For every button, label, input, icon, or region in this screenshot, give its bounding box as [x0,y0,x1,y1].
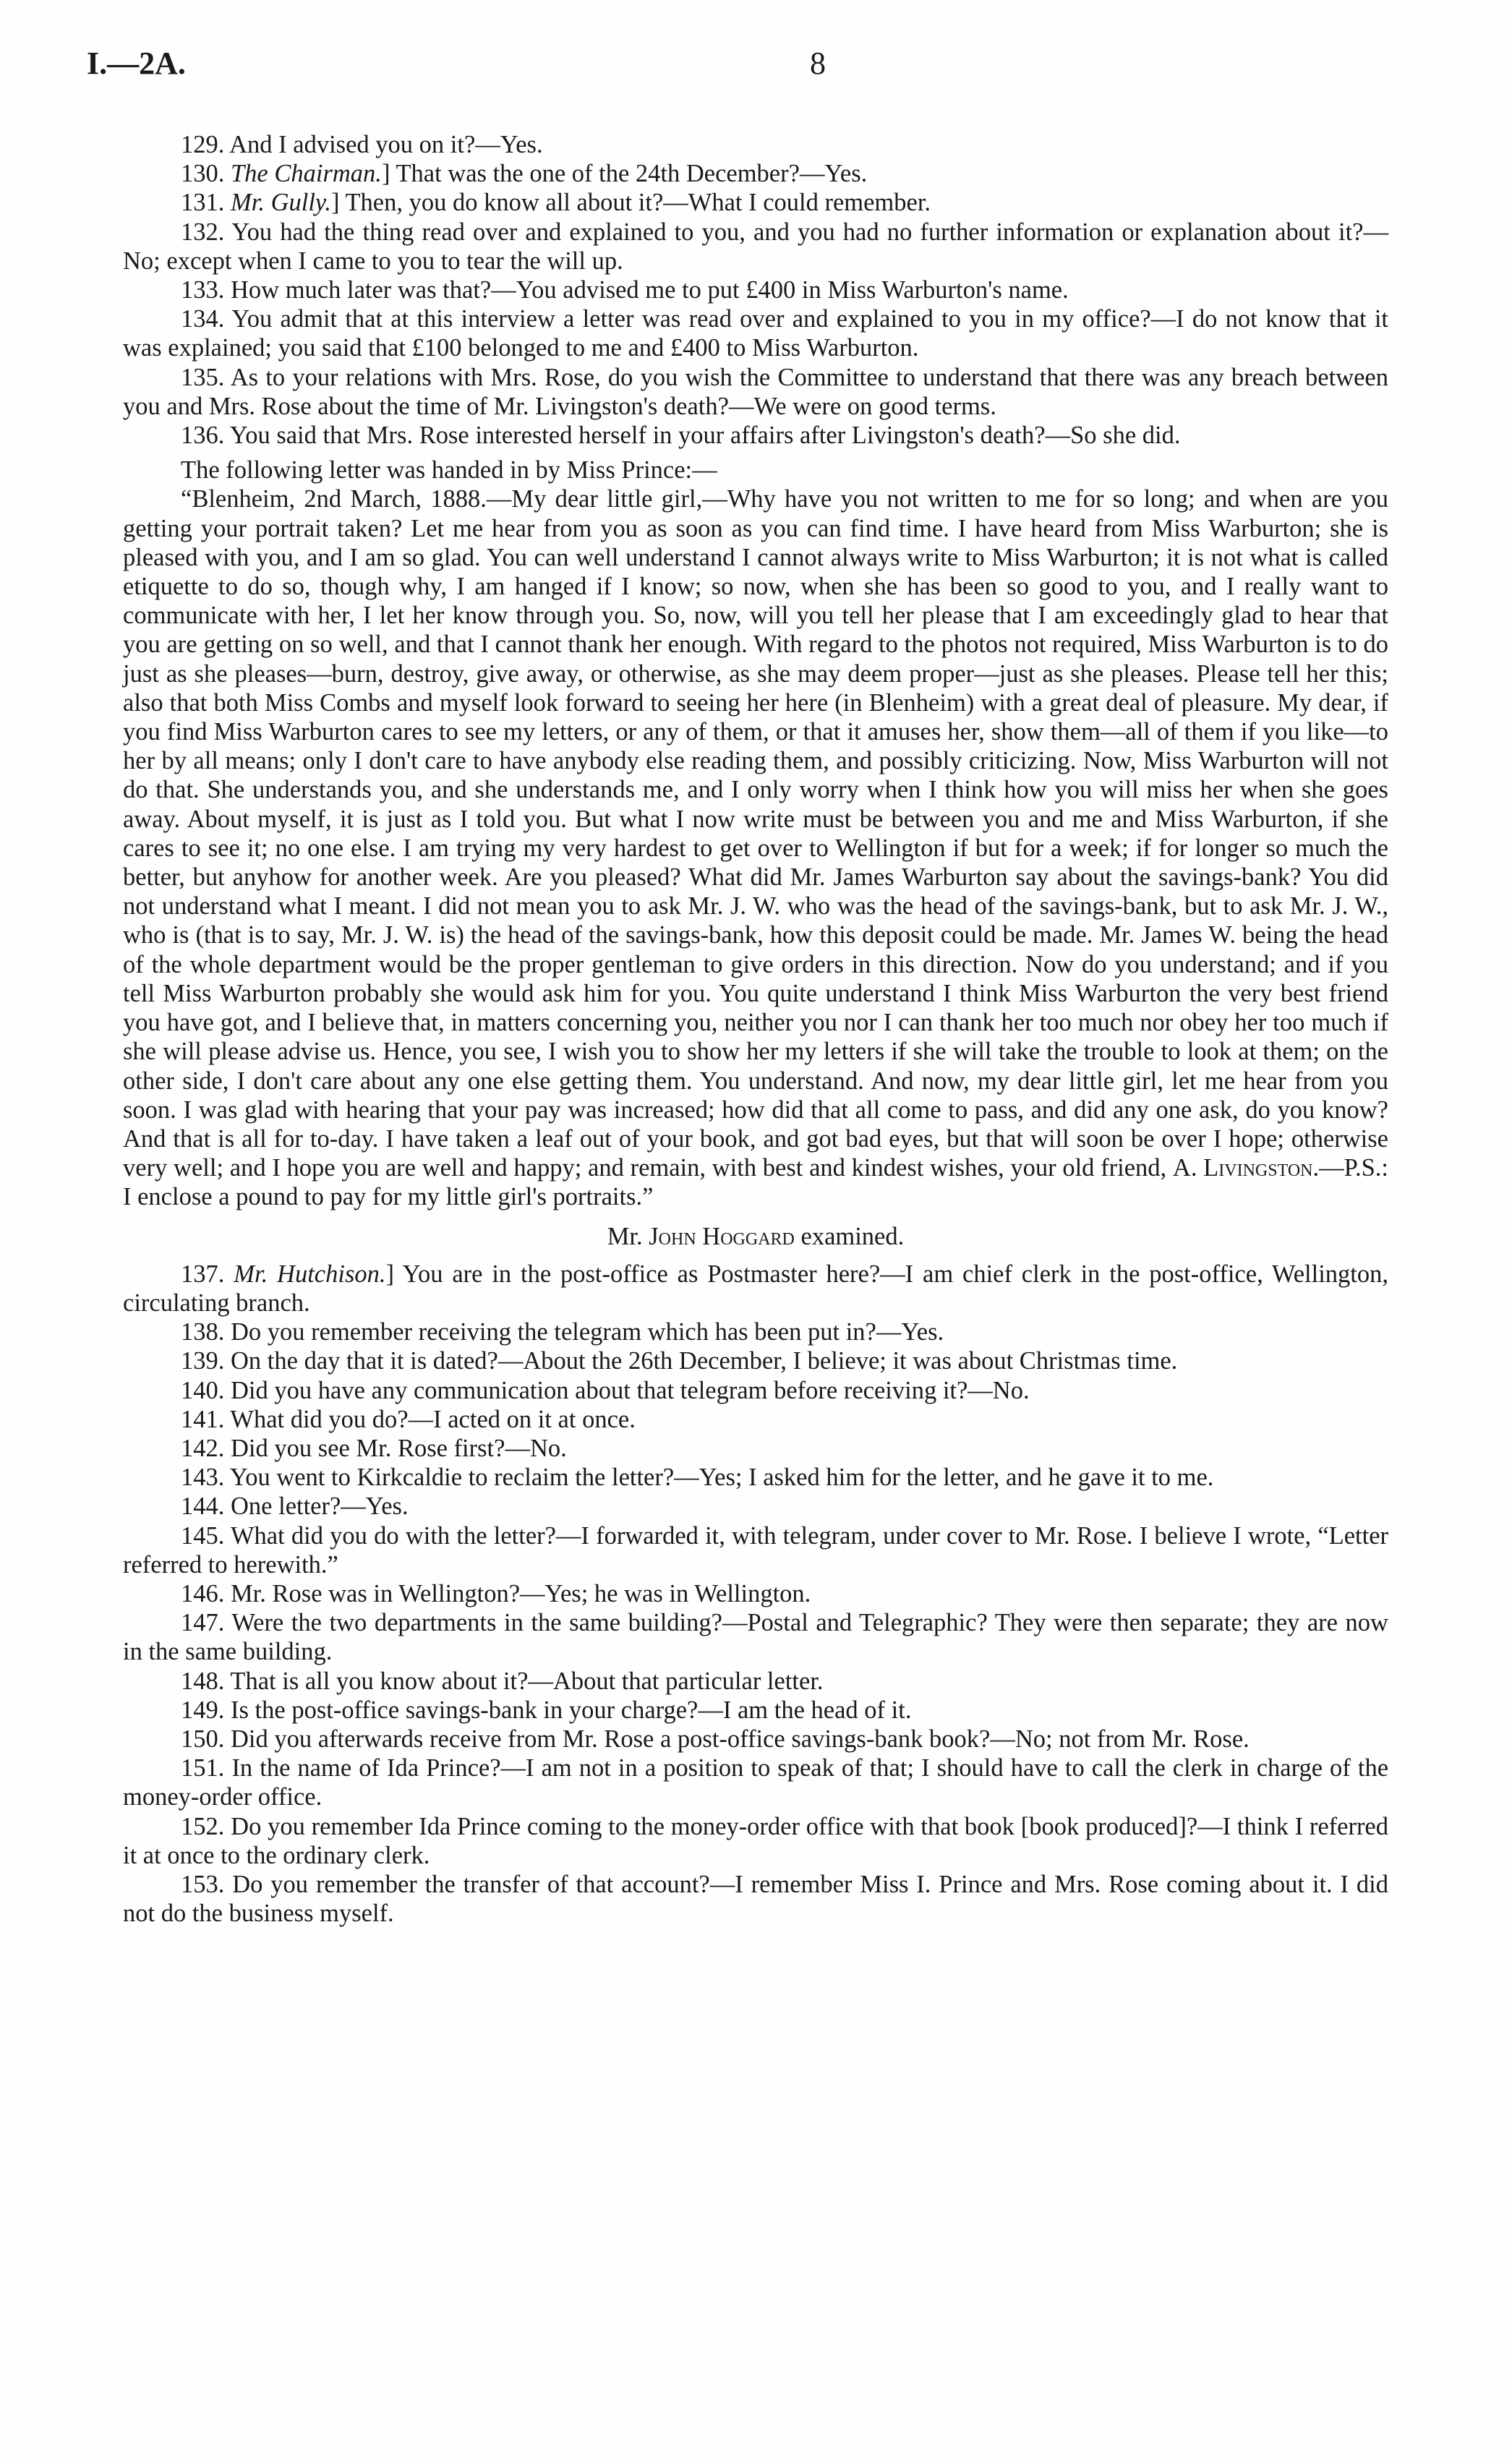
question-number: 134. [181,305,225,333]
question-text: You admit that at this interview a letter was read over and explained to you in my office?—I do not know that it was explained; you said that £100 belonged to me and £400 to Miss Warburton. [123,305,1388,362]
witness-heading: Mr. John Hoggard examined. [607,1222,905,1250]
question-number: 137. [181,1260,225,1288]
question-text: One letter?—Yes. [231,1492,409,1521]
question-text: And I advised you on it?—Yes. [229,131,543,158]
witness-name: John Hoggard [649,1222,795,1250]
question-text: You had the thing read over and explained to you, and you had no further information or explanation about it?—No; except when I came to you to tear the will up. [123,218,1388,275]
question-number: 146. [181,1579,225,1607]
question-132 [123,218,1388,276]
question-144 [123,1492,1388,1521]
letter-intro: The following letter was handed in by Miss Prince:— [181,456,717,484]
question-136 [123,421,1388,450]
page-header [87,45,1439,95]
question-number: 130. [181,160,225,188]
question-text: Do you remember receiving the telegram which has been put in?—Yes. [231,1318,944,1346]
question-text: As to your relations with Mrs. Rose, do you wish the Committee to understand that there was any breach between you and Mrs. Rose about the time of Mr. Livingston's death?—We were on good terms. [123,363,1388,420]
question-152 [123,1812,1388,1870]
speaker-name: Mr. Hutchison. [234,1260,386,1288]
question-text: How much later was that?—You advised me to put £400 in Miss Warburton's name. [231,276,1069,304]
speaker-name: Mr. Gully. [231,189,331,217]
question-149 [123,1696,1388,1725]
question-135 [123,363,1388,421]
question-number: 131. [181,189,225,217]
question-text: What did you do with the letter?—I forwarded it, with telegram, under cover to Mr. Rose. I believe I wrote, “Letter referred to herewith.” [123,1521,1388,1579]
question-141 [123,1405,1388,1434]
document-reference: I.—2A. [87,46,186,81]
question-number: 135. [181,363,225,391]
question-text: Were the two departments in the same building?—Postal and Telegraphic? They were then separate; they are now in the same building. [123,1609,1388,1666]
question-number: 148. [181,1667,225,1695]
page-number: 8 [810,46,826,81]
question-text: Mr. Rose was in Wellington?—Yes; he was in Wellington. [231,1579,811,1607]
page-body [123,130,1388,1928]
question-number: 149. [181,1696,225,1724]
question-number: 133. [181,276,225,304]
question-number: 142. [181,1434,225,1462]
question-text: Did you afterwards receive from Mr. Rose a post-office savings-bank book?—No; not from Mr. Rose. [231,1725,1250,1753]
question-number: 145. [181,1521,225,1550]
question-131: 131. Mr. Gully.] Then, you do know all about it?—What I could remember. [181,189,931,217]
letter-text: “Blenheim, 2nd March, 1888.—My dear little girl,—Why have you not written to me for so long; and when are you getting your portrait taken? Let me hear from you as soon as you can find time. I have heard from Miss Warburton; she is pleased with you, and I am so glad. You can well understand I cannot always write to Miss Warburton; it is not what is called etiquette to do so, though why, I am hanged if I know; so now, when she has been so good to you, and I really want to communicate with her, I let her know through you. So, now, will you tell her please that I am exceedingly glad to hear that you are getting on so well, and that I cannot thank her enough. With regard to the photos not required, Miss Warburton is to do just as she pleases—burn, destroy, give away, or otherwise, as she may deem proper—just as she pleases. Please tell her this; also that both Miss Combs and myself look forward to seeing her here (in Blenheim) with a great deal of pleasure. My dear, if you find Miss Warburton cares to see my letters, or any of them, or that it amuses her, show them—all of them if you like—to her by all means; only I don't care to have anybody else reading them, and possibly criticizing. Now, Miss Warburton will not do that. She understands you, and she understands me, and I only worry when I think how you will miss her when she goes away. About myself, it is just as I told you. But what I now write must be between you and me and Miss Warburton, if she cares to see it; no one else. I am trying my very hardest to get over to Wellington if but for a week; if for longer so much the better, but anyhow for another week. Are you pleased? What did Mr. James Warburton say about the savings-bank? You did not understand what I meant. I did not mean you to ask Mr. J. W. who was the head of the savings-bank, but to ask Mr. J. W., who is (that is to say, Mr. J. W. is) the head of the savings-bank, how this deposit could be made. Mr. James W. being the head of the whole department would be the proper gentleman to give orders in this direction. Now do you understand; and if you tell Miss Warburton probably she would ask him for you. You quite understand I think Miss Warburton the very best friend you have got, and I believe that, in matters concerning you, neither you nor I can thank her too much nor obey her too much if she will please advise us. Hence, you see, I wish you to show her my letters if she will take the trouble to look at them; on the other side, I don't care about any one else getting them. You understand. And now, my dear little girl, let me hear from you soon. I was glad with hearing that your pay was increased; how did that all come to pass, and did any one ask, do you know? And that is all for to-day. I have taken a leaf out of your book, and got bad eyes, but that will soon be over I hope; otherwise very well; and I hope you are well and happy; and remain, with best and kindest wishes, your old friend, [123,485,1388,1182]
question-143 [123,1463,1388,1492]
question-138 [123,1317,1388,1346]
question-151 [123,1754,1388,1811]
question-133 [123,276,1388,304]
letter-body [123,484,1388,1211]
question-text: What did you do?—I acted on it at once. [230,1405,636,1433]
question-147 [123,1608,1388,1666]
question-text: You went to Kirkcaldie to reclaim the letter?—Yes; I asked him for the letter, and he gave it to me. [229,1464,1214,1492]
question-146 [123,1579,1388,1608]
question-number: 136. [181,422,225,450]
question-number: 153. [181,1870,225,1898]
question-text: Then, you do know all about it?—What I could remember. [345,189,931,217]
question-text: Is the post-office savings-bank in your charge?—I am the head of it. [231,1696,912,1724]
question-text: You are in the post-office as Postmaster here?—I am chief clerk in the post-office, Wellington, circulating branch. [123,1260,1389,1317]
question-number: 132. [181,218,225,246]
question-134 [123,304,1388,362]
question-137: 137. Mr. Hutchison.] You are in the post-office as Postmaster here?—I am chief clerk in the post-office, Wellington, circulating branch. [123,1260,1389,1317]
question-text: You said that Mrs. Rose interested herself in your affairs after Livingston's death?—So she did. [229,422,1181,450]
question-number: 141. [181,1405,225,1433]
question-148 [123,1667,1388,1696]
question-text: In the name of Ida Prince?—I am not in a position to speak of that; I should have to call the clerk in charge of the money-order office. [123,1754,1389,1811]
question-number: 151. [181,1754,225,1782]
question-text: On the day that it is dated?—About the 26th December, I believe; it was about Christmas time. [231,1347,1178,1375]
letter-postscript: .—P.S.: I enclose a pound to pay for my little girl's portraits.” [123,1154,1388,1211]
question-text: Do you remember Ida Prince coming to the money-order office with that book [book produced]?—I think I referred it at once to the ordinary clerk. [123,1812,1388,1869]
question-number: 139. [181,1347,225,1375]
question-153 [123,1870,1388,1928]
question-number: 140. [181,1376,225,1404]
question-number: 152. [181,1812,225,1840]
question-text: That is all you know about it?—About that particular letter. [230,1667,824,1695]
question-number: 147. [181,1609,225,1637]
question-150 [123,1725,1388,1754]
question-130: 130. The Chairman.] That was the one of the 24th December?—Yes. [181,160,868,188]
question-number: 129. [181,131,225,158]
question-text: Did you see Mr. Rose first?—No. [231,1434,567,1462]
letter-signature: A. Livingston [1172,1154,1313,1182]
question-number: 144. [181,1492,225,1521]
question-142 [123,1434,1388,1463]
question-139 [123,1346,1388,1375]
question-number: 138. [181,1318,225,1346]
question-140 [123,1376,1388,1405]
question-145 [123,1521,1388,1579]
question-number: 143. [181,1464,225,1492]
question-text: That was the one of the 24th December?—Yes. [396,160,868,188]
question-129 [123,130,1388,159]
speaker-name: The Chairman. [231,160,382,188]
question-text: Did you have any communication about that telegram before receiving it?—No. [231,1376,1030,1404]
question-number: 150. [181,1725,225,1753]
question-text: Do you remember the transfer of that account?—I remember Miss I. Prince and Mrs. Rose coming about it. I did not do the business myself. [123,1870,1389,1928]
